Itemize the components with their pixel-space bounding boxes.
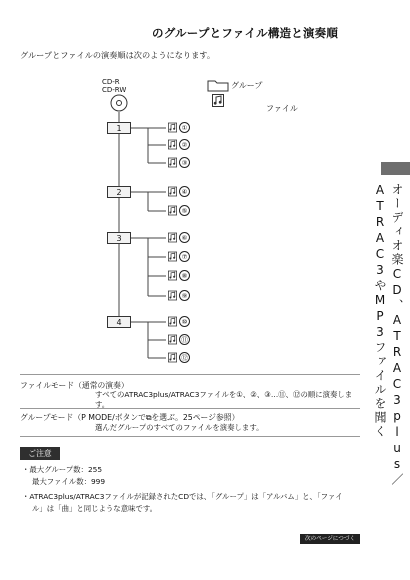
file-item	[168, 139, 190, 150]
disc-label-cdr: CD-R	[102, 78, 120, 86]
file-item	[168, 232, 190, 243]
music-file-icon	[168, 232, 177, 243]
music-file-icon	[168, 157, 177, 168]
page-title: のグループとファイル構造と演奏順	[152, 26, 339, 40]
music-file-icon	[168, 251, 177, 262]
track-number: ⑨	[179, 290, 190, 301]
music-file-icon	[168, 186, 177, 197]
track-number: ⑥	[179, 232, 190, 243]
file-item	[168, 205, 190, 216]
track-number: ②	[179, 139, 190, 150]
group-box-3: 3	[107, 232, 131, 244]
music-file-icon	[168, 122, 177, 133]
file-item	[168, 352, 190, 363]
track-number: ⑫	[179, 352, 190, 363]
track-number: ⑪	[179, 334, 190, 345]
file-item	[168, 316, 190, 327]
file-mode-label: ファイルモード（通常の演奏）	[20, 381, 129, 390]
legend-group-label: グループ	[231, 81, 263, 90]
music-file-icon	[168, 352, 177, 363]
file-item	[168, 290, 190, 301]
chapter-vertical-title: オーディオ楽CD、ATRAC3plus／ATRAC3やMP3ファイルを聞く	[373, 183, 404, 487]
file-item	[168, 270, 190, 281]
file-item	[168, 157, 190, 168]
note-line-2: ル」は「曲」と同じような意味です。	[32, 504, 158, 513]
group-mode-description: 選んだグループのすべてのファイルを演奏します。	[95, 423, 264, 432]
file-mode-description: すべてのATRAC3plus/ATRAC3ファイルを①、②、③…⑪、⑫の順に演奏します。	[95, 390, 353, 409]
sidebar-tab	[381, 162, 410, 175]
track-number: ③	[179, 157, 190, 168]
group-box-4: 4	[107, 316, 131, 328]
music-file-icon	[168, 270, 177, 281]
track-number: ⑦	[179, 251, 190, 262]
divider	[20, 374, 360, 375]
note-line-1: ATRAC3plus/ATRAC3ファイルが記録されたCDでは、「グループ」は「アルバム」と、「ファイ	[29, 492, 343, 501]
divider	[20, 436, 360, 437]
file-item	[168, 186, 190, 197]
track-number: ⑧	[179, 270, 190, 281]
track-number: ④	[179, 186, 190, 197]
group-box-2: 2	[107, 186, 131, 198]
notice-heading: ご注意	[20, 447, 60, 460]
group-mode-label: グループモード（P MODE/ボタンで⧉を選ぶ。25ページ参照）	[20, 413, 240, 422]
legend-file-label: ファイル	[266, 104, 298, 113]
bullet-note: ・ATRAC3plus/ATRAC3ファイルが記録されたCDでは、「グループ」は「アルバム」と、「ファイ	[22, 492, 343, 501]
track-number: ①	[179, 122, 190, 133]
max-group-text: 最大グループ数：255	[29, 465, 103, 474]
music-file-icon	[168, 205, 177, 216]
file-item	[168, 334, 190, 345]
disc-label-cdrw: CD-RW	[102, 86, 127, 94]
intro-text: グループとファイルの演奏順は次のようになります。	[20, 50, 216, 60]
bullet-max-group: ・最大グループ数：255	[22, 465, 103, 474]
music-file-icon	[168, 334, 177, 345]
group-box-1: 1	[107, 122, 131, 134]
file-item	[168, 251, 190, 262]
track-number: ⑩	[179, 316, 190, 327]
max-file-text: 最大ファイル数：999	[32, 477, 106, 486]
music-file-icon	[168, 139, 177, 150]
next-page-indicator: 次のページにつづく	[300, 534, 360, 544]
music-file-icon	[168, 316, 177, 327]
music-file-icon	[168, 290, 177, 301]
file-item	[168, 122, 190, 133]
divider	[20, 408, 360, 409]
track-number: ⑤	[179, 205, 190, 216]
